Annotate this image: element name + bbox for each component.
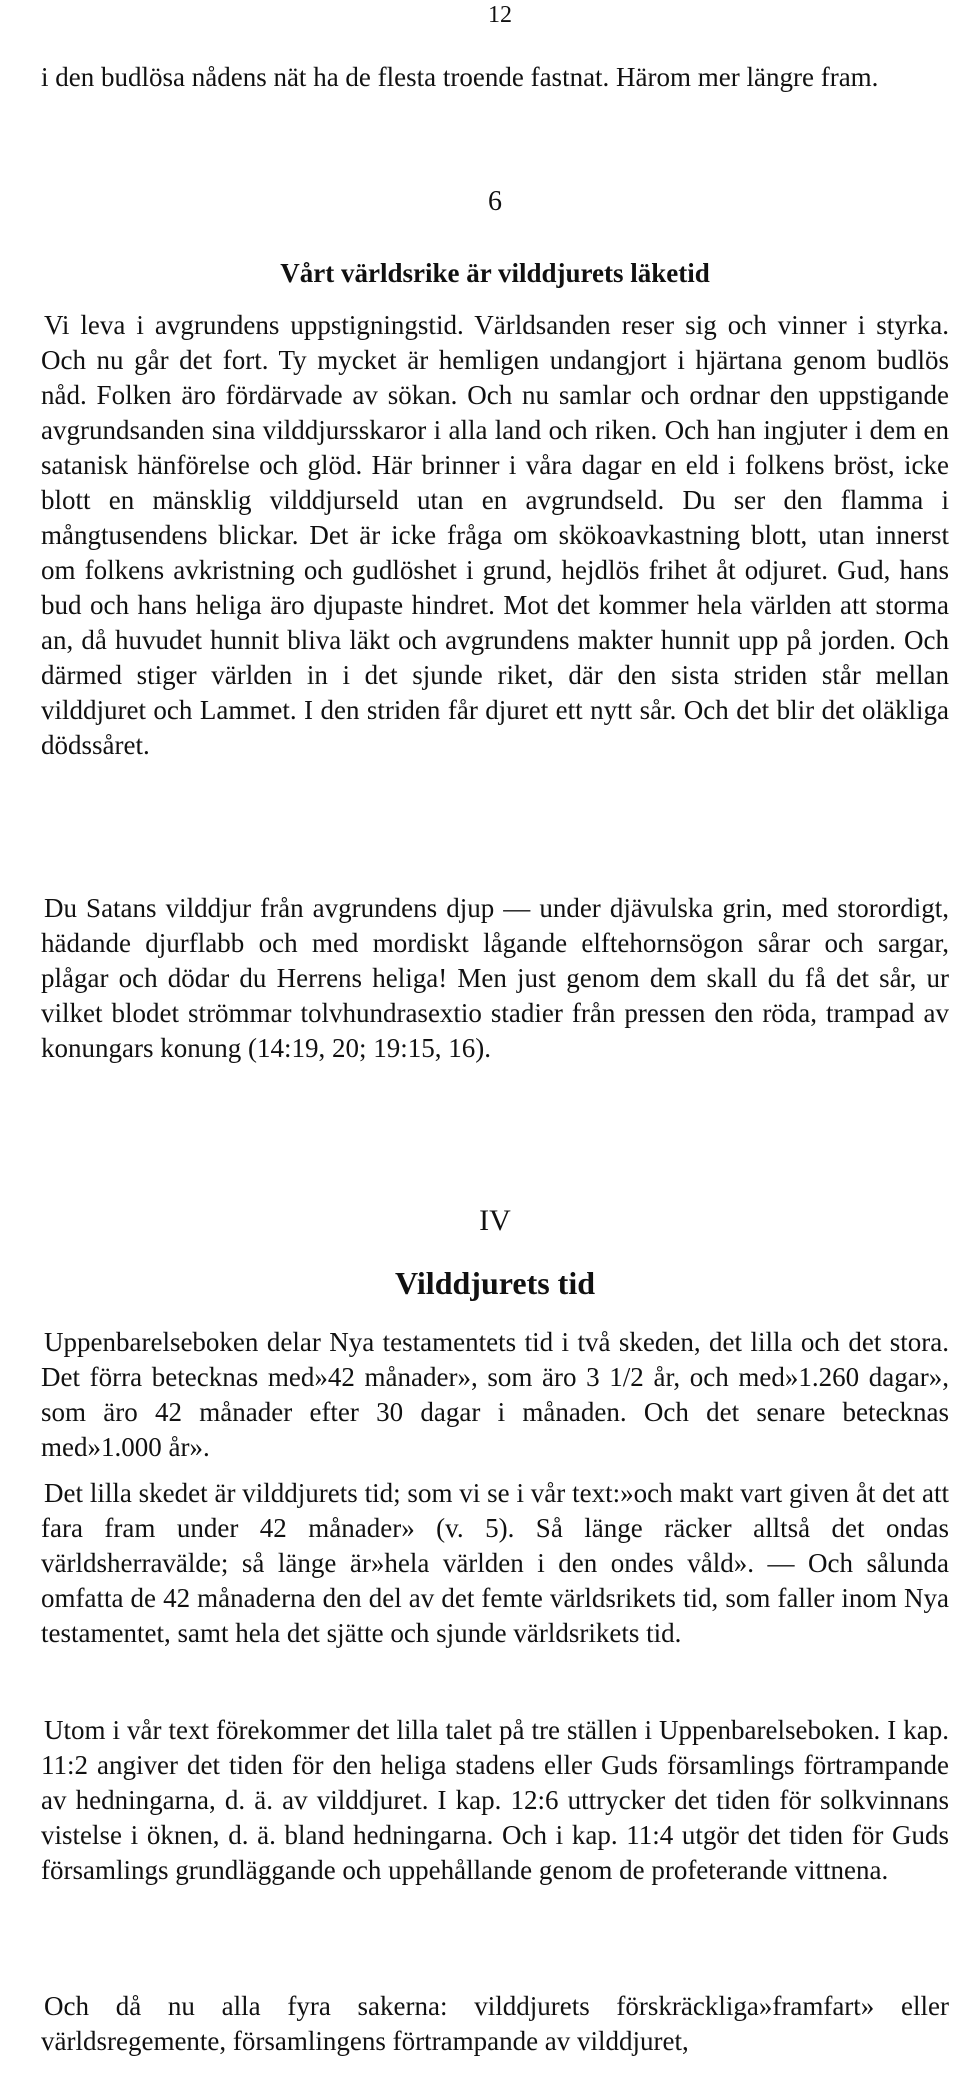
chapter-heading: Vilddjurets tid — [394, 1265, 596, 1301]
intro-paragraph: i den budlösa nådens nät ha de flesta troende fastnat. Härom mer längre fram. — [41, 62, 879, 92]
section-paragraph-1: Vi leva i avgrundens uppstigningstid. Världsanden reser sig och vinner i styrka. Och nu går det fort. Ty mycket är hemligen undangjort i hjärtana genom budlös nåd. Folken äro fördärvade av sökan. Och nu samlar och ordnar den uppstigande avgrundsanden sina vilddjursskaror i alla land och riken. Och han ingjuter i dem en satanisk hänförelse och glöd. Här brinner i våra dagar en eld i folkens bröst, icke blott en mänsklig vilddjurseld utan en avgrundseld. Du ser den flamma i mångtusendens blickar. Det är icke fråga om skökoavkastning blott, utan innerst om folkens avkristning och gudlöshet i grund, hejdlös frihet åt odjuret. Gud, hans bud och hans heliga äro djupaste hindret. Mot det kommer hela världen att storma an, då huvudet hunnit bliva läkt och avgrundens makter hunnit upp på jorden. Och därmed stiger världen in i det sjunde riket, där den sista striden står mellan vilddjuret och Lammet. I den striden får djuret ett nytt sår. Och det blir det oläkliga dödssåret. — [41, 310, 949, 760]
chapter-paragraph-3: Utom i vår text förekommer det lilla talet på tre ställen i Uppenbarelseboken. I kap. 11:2 angiver det tiden för den heliga stadens eller Guds församlings förtrampande av hedningarna, d. ä. av vilddjuret. I kap. 12:6 uttrycker det tiden för solkvinnans vistelse i öknen, d. ä. bland hedningarna. Och i kap. 11:4 utgör det tiden för Guds församlings grundläggande och uppehållande genom de profeterande vittnena. — [41, 1715, 949, 1885]
chapter-paragraph-4: Och då nu alla fyra sakerna: vilddjurets förskräckliga»framfart» eller världsregemente, församlingens förtrampande av vilddjuret, — [41, 1991, 949, 2056]
page-number: 12 — [488, 2, 512, 28]
section-number: 6 — [488, 186, 502, 217]
section-heading: Vårt världsrike är vilddjurets läketid — [280, 258, 710, 288]
chapter-paragraph-1: Uppenbarelseboken delar Nya testamentets tid i två skeden, det lilla och det stora. Det förra betecknas med»42 månader», som äro 3 1/2 år, och med»1.260 dagar», som äro 42 månader efter 30 dagar i månaden. Och det senare betecknas med»1.000 år». — [41, 1327, 949, 1462]
chapter-paragraph-2: Det lilla skedet är vilddjurets tid; som vi se i vår text:»och makt vart given åt det att fara fram under 42 månader» (v. 5). Så länge räcker alltså det ondas världsherravälde; så länge är»hela världen i den ondes våld». — Och sålunda omfatta de 42 månaderna den del av det femte världsrikets tid, som faller inom Nya testamentet, samt hela det sjätte och sjunde världsrikets tid. — [41, 1478, 949, 1648]
section-paragraph-2: Du Satans vilddjur från avgrundens djup — under djävulska grin, med storordigt, hädande djurflabb och med mordiskt lågande elftehornsögon sårar och sargar, plågar och dödar du Herrens heliga! Men just genom dem skall du få det sår, ur vilket blodet strömmar tolvhundrasextio stadier från pressen den röda, trampad av konungars konung (14:19, 20; 19:15, 16). — [41, 893, 949, 1063]
chapter-number: IV — [479, 1204, 511, 1237]
